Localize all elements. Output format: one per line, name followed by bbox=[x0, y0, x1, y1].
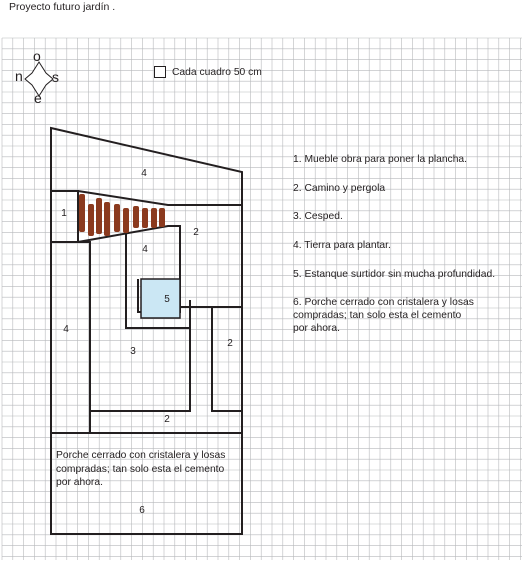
path-top-edge bbox=[78, 191, 242, 205]
pergola-beam bbox=[79, 194, 85, 232]
scale-square bbox=[154, 66, 166, 78]
legend-item-2: 2. Camino y pergola bbox=[293, 183, 386, 194]
legend-item-5: 5. Estanque surtidor sin mucha profundidad. bbox=[293, 269, 496, 280]
pergola-beam bbox=[159, 208, 165, 227]
legend-item-4: 4. Tierra para plantar. bbox=[293, 240, 391, 251]
zone-3-label: 3 bbox=[130, 346, 136, 357]
compass-east: e bbox=[34, 90, 42, 106]
compass-south: s bbox=[52, 69, 59, 85]
compass-north: n bbox=[15, 68, 23, 84]
porch-note: Porche cerrado con cristalera y losas compradas; tan solo esta el cemento por ahora. bbox=[56, 450, 226, 488]
zone-4-top-label: 4 bbox=[141, 168, 147, 179]
zone-1-label: 1 bbox=[61, 208, 67, 219]
corridor-right bbox=[212, 307, 242, 411]
zone-4-inner-label: 4 bbox=[142, 244, 148, 255]
zone-2-corridor-label: 2 bbox=[227, 338, 233, 349]
zone-2-bottom-label: 2 bbox=[164, 414, 170, 425]
legend-item-3: 3. Cesped. bbox=[293, 211, 343, 222]
zone-5-label: 5 bbox=[164, 294, 170, 305]
zone-6-label: 6 bbox=[139, 505, 145, 516]
pergola-beam bbox=[151, 208, 157, 228]
page-title: Proyecto futuro jardín . bbox=[9, 1, 116, 13]
pergola-beam bbox=[133, 206, 139, 228]
pergola-beam bbox=[104, 202, 110, 236]
legend-item-6: 6. Porche cerrado con cristalera y losas compradas; tan solo esta el cemento por ahora. bbox=[293, 297, 474, 334]
pergola-beam bbox=[114, 204, 120, 232]
pergola-beam bbox=[142, 208, 148, 228]
zone-4-left-label: 4 bbox=[63, 324, 69, 335]
compass-west: o bbox=[33, 48, 41, 64]
pergola-beam bbox=[88, 204, 94, 236]
pergola-beam bbox=[96, 198, 102, 234]
scale-label: Cada cuadro 50 cm bbox=[172, 67, 262, 78]
legend-item-1: 1. Mueble obra para poner la plancha. bbox=[293, 154, 468, 165]
zone-2-right-label: 2 bbox=[193, 227, 199, 238]
pergola-beam bbox=[123, 208, 129, 233]
